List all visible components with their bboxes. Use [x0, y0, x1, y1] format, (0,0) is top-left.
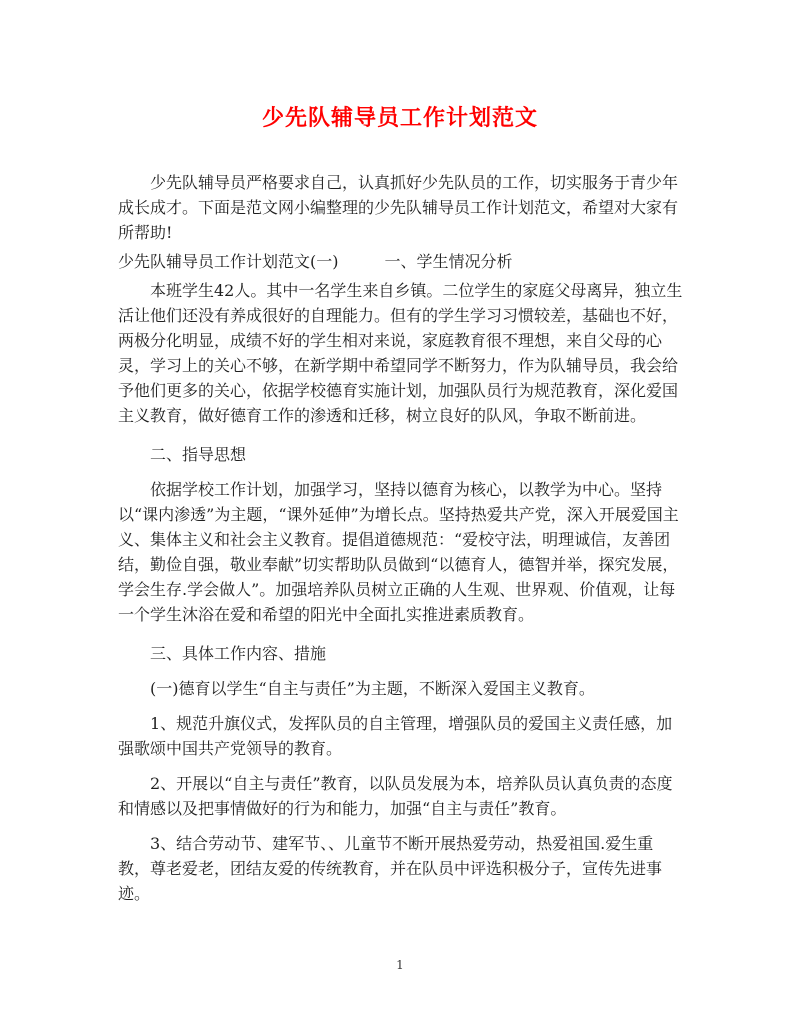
paragraph-student-analysis: 本班学生42人。其中一名学生来自乡镇。二位学生的家庭父母离异，独立生活让他们还没有养成很好的自理能力。但有的学生学习习惯较差，基础也不好，两极分化明显，成绩不好的学生相对来说，家庭教育很不理想，来自父母的心灵，学习上的关心不够，在新学期中希望同学不断努力，作为队辅导员，我会给予他们更多的关心，依据学校德育实施计划，加强队员行为规范教育，深化爱国主义教育，做好德育工作的渗透和迁移，树立良好的队风，争取不断前进。 — [118, 281, 683, 425]
page-number: 1 — [396, 958, 404, 972]
paragraph-guiding-thought: 依据学校工作计划，加强学习，坚持以德育为核心，以教学为中心。坚持以“课内渗透”为主题，“课外延伸”为增长点。坚持热爱共产党，深入开展爱国主义、集体主义和社会主义教育。提倡道德规范：“爱校守法，明理诚信，友善团结，勤俭自强，敬业奉献”切实帮助队员做到“以德育人，德智并举，探究发展，学会生存.学会做人”。加强培养队员树立正确的人生观、世界观、价值观，让每一个学生沐浴在爱和希望的阳光中全面扎实推进素质教育。 — [118, 480, 679, 624]
list-item-3: 3、结合劳动节、建军节、、儿童节不断开展热爱劳动，热爱祖国.爱生重教，尊老爱老，团结友爱的传统教育，并在队员中评选积极分子，宣传先进事迹。 — [118, 834, 663, 903]
section-heading-2: 二、指导思想 — [150, 445, 247, 464]
document-body — [118, 170, 684, 906]
intro-paragraph: 少先队辅导员严格要求自己，认真抓好少先队员的工作，切实服务于青少年成长成才。下面是范文网小编整理的少先队辅导员工作计划范文，希望对大家有所帮助! — [118, 173, 679, 242]
list-item-1: 1、规范升旗仪式，发挥队员的自主管理，增强队员的爱国主义责任感，加强歌颂中国共产党领导的教育。 — [118, 714, 673, 758]
section-heading-3: 三、具体工作内容、措施 — [150, 644, 327, 663]
document-title: 少先队辅导员工作计划范文 — [261, 105, 538, 131]
list-item-2: 2、开展以“自主与责任”教育，以队员发展为本，培养队员认真负责的态度和情感以及把事情做好的行为和能力，加强“自主与责任”教育。 — [118, 774, 673, 818]
plan-heading-line — [118, 249, 684, 274]
section-heading-1: 一、学生情况分析 — [384, 252, 513, 271]
plan-heading: 少先队辅导员工作计划范文(一) — [118, 252, 339, 271]
subsection-heading-1: (一)德育以学生“自主与责任”为主题，不断深入爱国主义教育。 — [150, 679, 595, 698]
